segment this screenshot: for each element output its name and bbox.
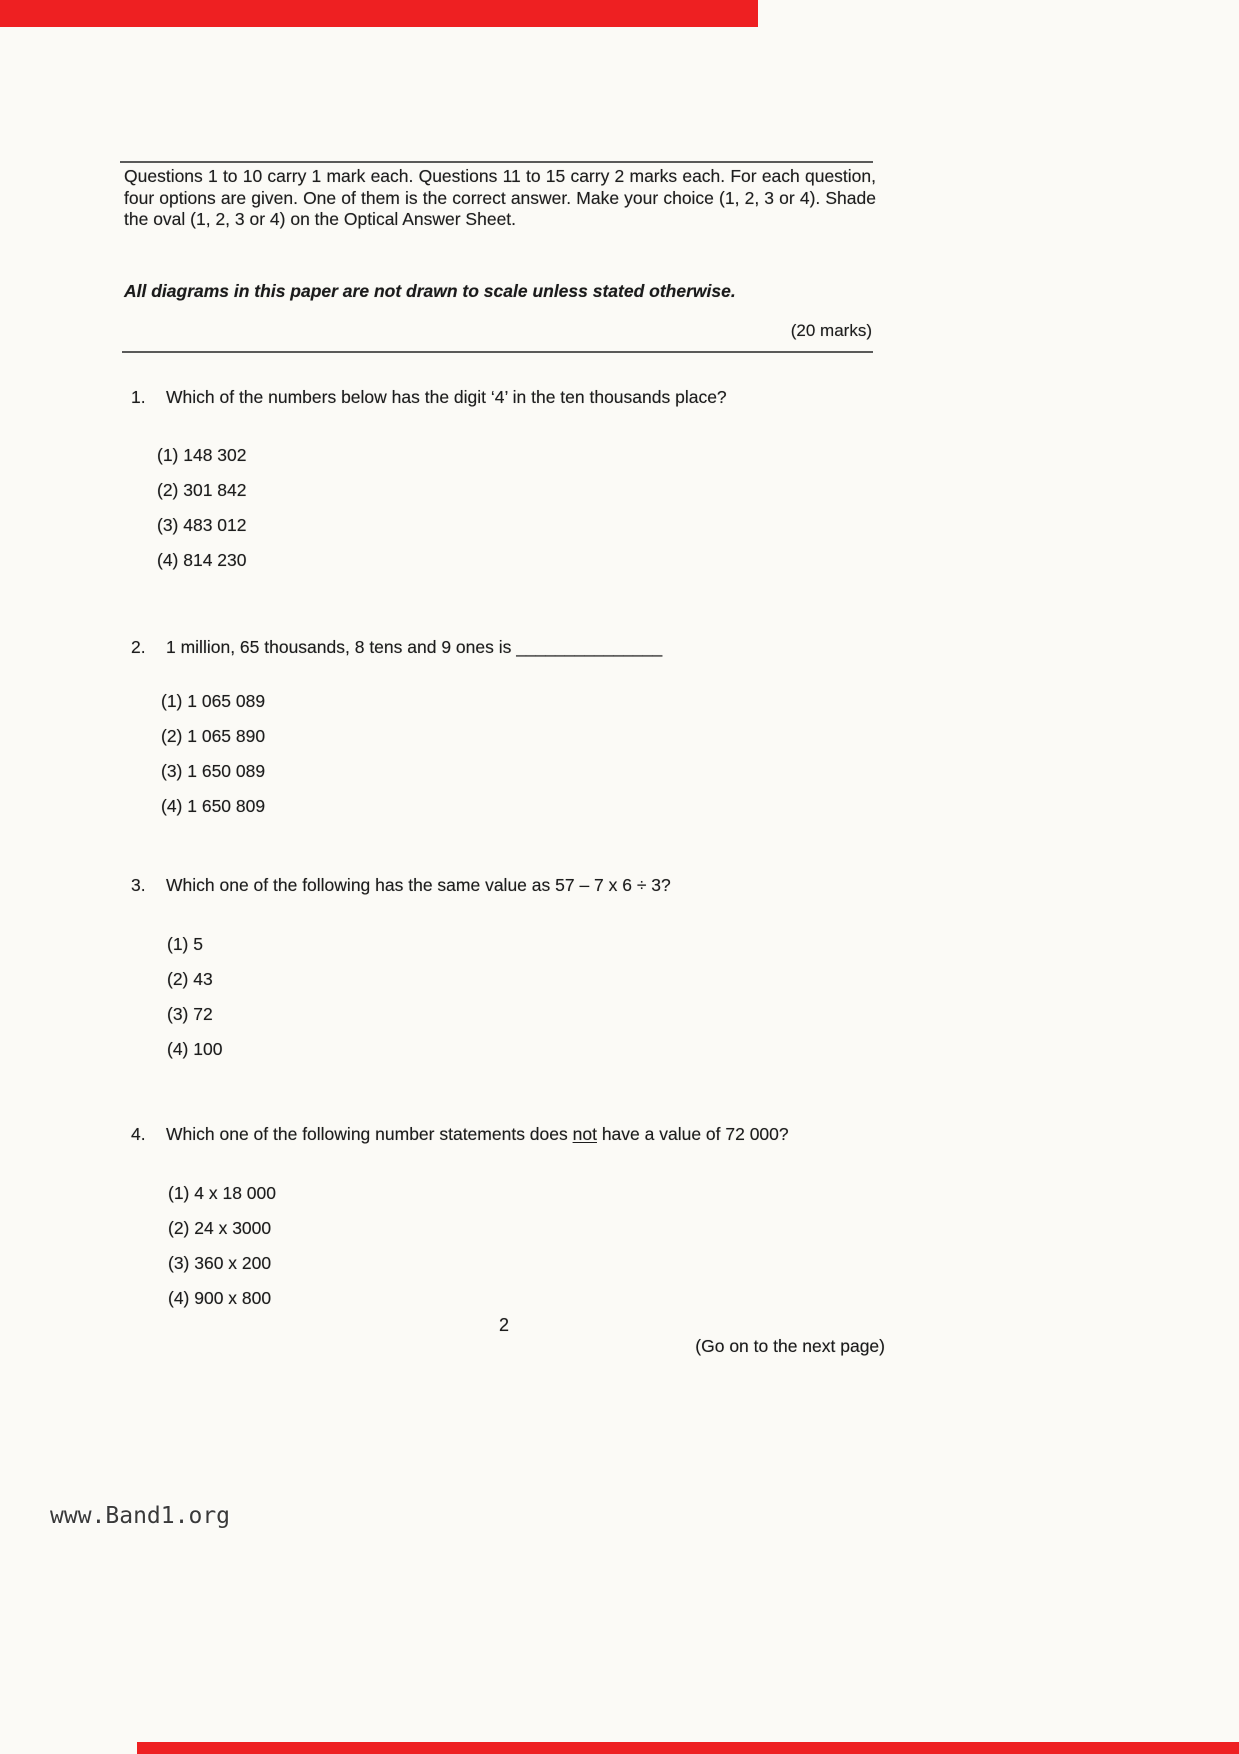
option: (1) 4 x 18 000 (168, 1183, 276, 1203)
underlined-word: not (572, 1124, 597, 1144)
option: (3) 360 x 200 (168, 1253, 272, 1273)
question-3 (131, 875, 876, 896)
option: (4) 814 230 (157, 550, 247, 570)
question-text: Which one of the following number statements does not have a value of 72 000? (166, 1124, 789, 1144)
option: (3) 483 012 (157, 515, 247, 535)
header-top-divider (120, 161, 873, 163)
option: (1) 1 065 089 (161, 691, 266, 711)
page-number: 2 (498, 1315, 509, 1335)
option: (4) 1 650 809 (161, 796, 266, 816)
bottom-red-bar (137, 1742, 1239, 1754)
question-number: 4. (131, 1124, 146, 1144)
scale-note: All diagrams in this paper are not drawn to scale unless stated otherwise. (124, 281, 736, 301)
question-text: 1 million, 65 thousands, 8 tens and 9 ones is _______________ (166, 637, 663, 657)
next-page-note: (Go on to the next page) (695, 1336, 885, 1356)
question-1 (131, 387, 876, 408)
option: (2) 43 (167, 969, 213, 989)
option: (1) 5 (167, 934, 203, 954)
question-text: Which of the numbers below has the digit ‘4’ in the ten thousands place? (166, 387, 727, 407)
question-2 (131, 637, 876, 658)
watermark: www.Band1.org (50, 1503, 231, 1529)
exam-instructions: Questions 1 to 10 carry 1 mark each. Questions 11 to 15 carry 2 marks each. For each question, four options are given. One of them is the correct answer. Make your choice (1, 2, 3 or 4). Shade the oval (1, 2, 3 or 4) on the Optical Answer Sheet. (124, 166, 876, 229)
option: (3) 1 650 089 (161, 761, 266, 781)
top-red-bar (0, 0, 758, 27)
option: (1) 148 302 (157, 445, 247, 465)
marks-divider (122, 351, 873, 353)
option: (2) 24 x 3000 (168, 1218, 272, 1238)
question-3-options (167, 927, 222, 1067)
question-1-options (157, 438, 247, 578)
question-text: Which one of the following has the same value as 57 – 7 x 6 ÷ 3? (166, 875, 671, 895)
option: (4) 100 (167, 1039, 223, 1059)
option: (4) 900 x 800 (168, 1288, 272, 1308)
question-4 (131, 1124, 876, 1145)
question-number: 3. (131, 875, 146, 895)
question-number: 1. (131, 387, 146, 407)
option: (3) 72 (167, 1004, 213, 1024)
question-number: 2. (131, 637, 146, 657)
option: (2) 301 842 (157, 480, 247, 500)
question-4-options (168, 1176, 276, 1316)
option: (2) 1 065 890 (161, 726, 266, 746)
marks-label: (20 marks) (790, 321, 872, 340)
question-2-options (161, 684, 265, 824)
